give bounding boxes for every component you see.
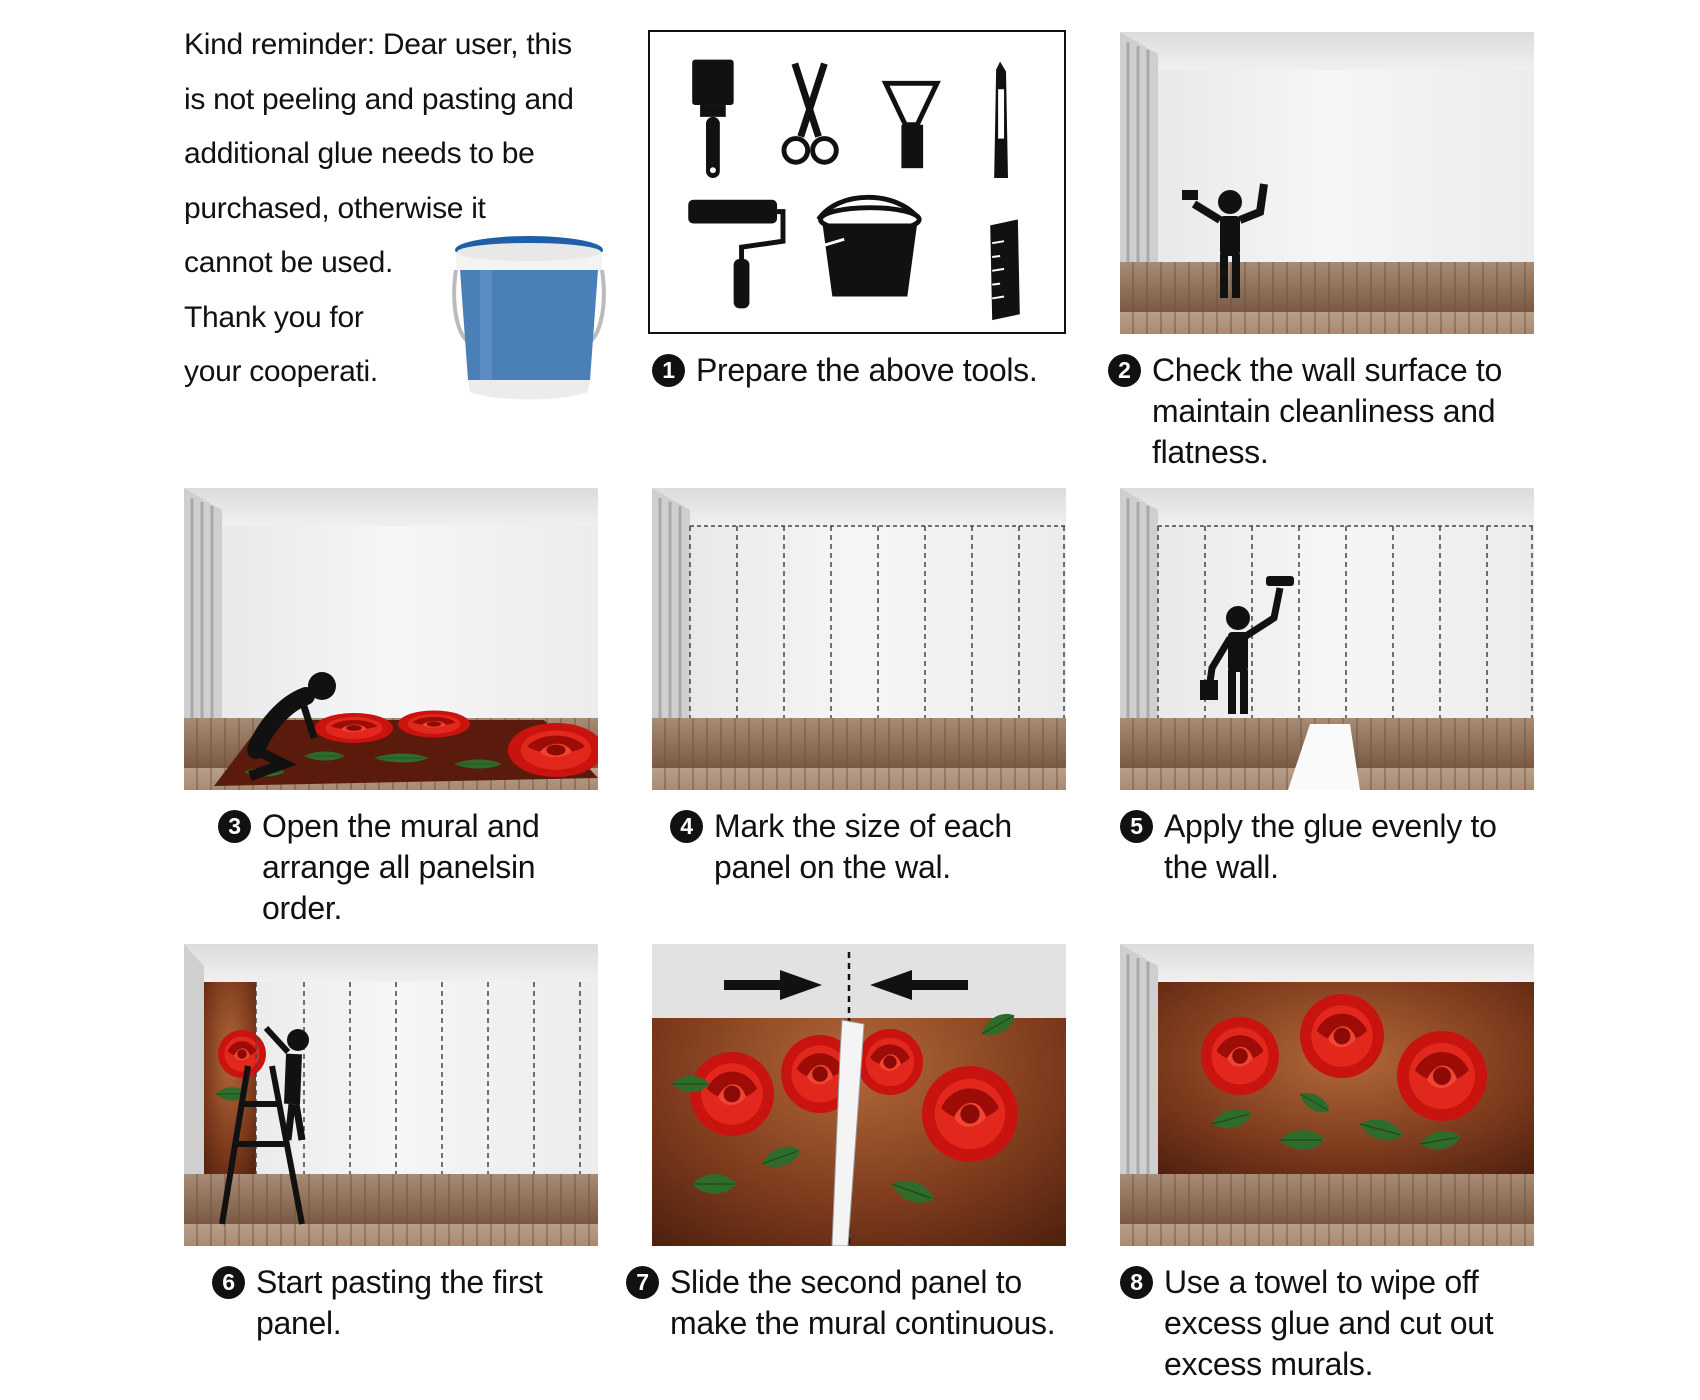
caption-line: Slide the second panel to [670, 1264, 1022, 1300]
caption-line: excess glue and cut out [1164, 1305, 1494, 1341]
caption-line: flatness. [1152, 434, 1269, 470]
reminder-line: is not peeling and pasting and [184, 82, 574, 116]
reminder-line: Kind reminder: Dear user, this [184, 28, 572, 61]
caption-line: Open the mural and [262, 808, 540, 844]
reminder-line: additional glue needs to be [184, 137, 535, 170]
step-number-badge: 8 [1120, 1266, 1153, 1299]
step-5-image [1120, 488, 1534, 790]
caption-line: Apply the glue evenly to [1164, 808, 1497, 844]
step-number-badge: 1 [652, 354, 685, 387]
step-number-badge: 2 [1108, 354, 1141, 387]
reminder-line: your cooperati. [184, 355, 378, 388]
caption-line: the wall. [1164, 849, 1279, 885]
step-6-caption [222, 1262, 543, 1344]
step-number-badge: 7 [626, 1266, 659, 1299]
caption-line: arrange all panelsin [262, 849, 536, 885]
bucket-icon [819, 197, 920, 296]
caption-line: Use a towel to wipe off [1164, 1264, 1479, 1300]
step-2-image [1120, 32, 1534, 334]
caption-line: maintain cleanliness and [1152, 393, 1496, 429]
caption-line: Mark the size of each [714, 808, 1012, 844]
utility-knife-icon [994, 62, 1008, 178]
step-number-badge: 5 [1120, 810, 1153, 843]
reminder-line: purchased, otherwise it [184, 191, 486, 225]
step-5-caption [1130, 806, 1497, 888]
caption-line: Prepare the above tools. [696, 352, 1038, 388]
caption-line: Start pasting the first [256, 1264, 543, 1300]
caption-line: panel. [256, 1305, 342, 1341]
caption-line: panel on the wal. [714, 849, 951, 885]
reminder-line: Thank you for [184, 300, 364, 334]
step-1-caption [662, 350, 1038, 391]
caption-line: Check the wall surface to [1152, 352, 1503, 388]
step-2-caption [1152, 350, 1552, 473]
caption-line: order. [262, 890, 343, 926]
step-4-image [652, 488, 1066, 790]
step-3-image [184, 488, 598, 790]
step-6-image [184, 944, 598, 1246]
scissors-icon [784, 64, 836, 163]
step-7-image [652, 944, 1066, 1246]
paint-brush-icon [692, 60, 733, 178]
step-7-caption [636, 1262, 1056, 1344]
ruler-icon [990, 220, 1020, 321]
scraper-icon [886, 83, 937, 168]
glue-bucket-icon [450, 230, 608, 400]
step-number-badge: 4 [670, 810, 703, 843]
caption-line: excess murals. [1164, 1346, 1374, 1382]
reminder-line: cannot be used. [184, 246, 394, 279]
step-8-image [1120, 944, 1534, 1246]
tools-illustration [648, 30, 1066, 334]
step-number-badge: 6 [212, 1266, 245, 1299]
step-8-caption [1130, 1262, 1494, 1385]
paint-roller-icon [688, 200, 783, 309]
caption-line: make the mural continuous. [670, 1305, 1056, 1341]
step-number-badge: 3 [218, 810, 251, 843]
step-4-caption [680, 806, 1012, 888]
step-3-caption [228, 806, 540, 929]
